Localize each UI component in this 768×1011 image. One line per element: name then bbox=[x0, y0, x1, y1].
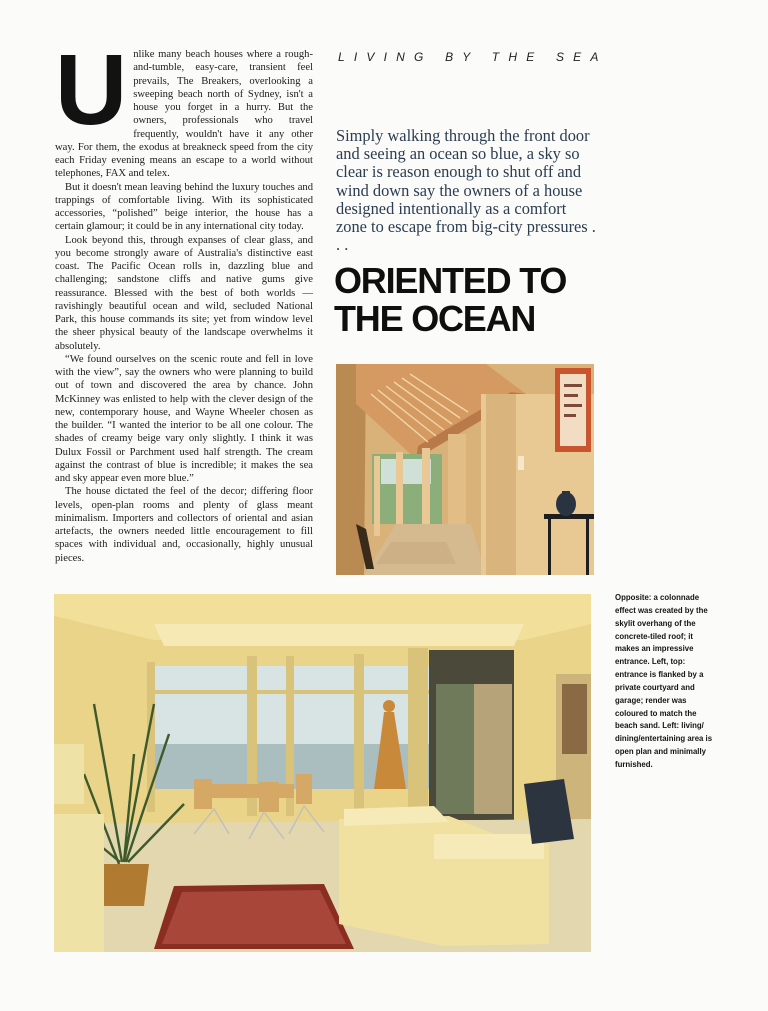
headline bbox=[334, 262, 614, 338]
section-kicker: LIVING BY THE SEA bbox=[338, 50, 608, 64]
entrance-photo bbox=[336, 364, 594, 575]
photo-caption: Opposite: a colonnade effect was created by the skylit overhang of the concrete-tiled roof; it makes an impressive entrance. Left, top: entrance is flanked by a private courtyard and garage; render was coloured to match the beach sand. Left: living/ dining/entertaining area is open plan and minimally furnished. bbox=[615, 593, 713, 769]
standfirst: Simply walking through the front door and seeing an ocean so blue, a sky so clear is reason enough to shut off and wind down say the owners of a house designed intentionally as a comfort zone to escape from big-city pressures . . . bbox=[336, 126, 596, 255]
drop-cap: U bbox=[55, 34, 128, 146]
living-room-photo bbox=[54, 594, 591, 952]
headline-line: ORIENTED TO bbox=[334, 260, 567, 301]
paragraph: nlike many beach houses where a rough-and-tumble, easy-care, transient feel prevails, The Breakers, overlooking a sweeping beach north of Sydney, isn't a house you forget in a hurry. But the owners, professionals who travel frequently, wouldn't have it any other way. For them, the exodus at breakneck speed from the city each Friday evening means an escape to a world without telephones, FAX and telex. bbox=[55, 49, 313, 180]
paragraph: But it doesn't mean leaving behind the luxury touches and trappings of comfortable living. With its sophisticated accessories, “polished” beige interior, the house has a certain glamour; it could be in any international city today. bbox=[55, 181, 313, 233]
paragraph: Look beyond this, through expanses of clear glass, and you become strongly aware of Australia's distinctive east coast. The Pacific Ocean rolls in, dazzling blue and challenging; sandstone cliffs and native gums give reassurance. Blessed with the best of both worlds — ravishingly beautiful ocean and wild, secluded National Park, this house commands its site; yet from window level the sheer physical beauty of the landscape overwhelms it absolutely. bbox=[55, 234, 313, 352]
body-copy bbox=[55, 34, 313, 565]
headline-line: THE OCEAN bbox=[334, 298, 536, 339]
paragraph: The house dictated the feel of the decor; differing floor levels, open-plan rooms and plenty of glass meant minimalism. Importers and collectors of oriental and asian artefacts, the owners needed little encouragement to fill spaces with individual and, occasionally, highly unusual pieces. bbox=[55, 486, 313, 564]
paragraph: “We found ourselves on the scenic route and fell in love with the view”, say the owners who were planning to build out of town and discovered the area by chance. John McKinney was enlisted to help with the clever design of the new, contemporary house, and Wayne Wheeler chosen as the builder. “I wanted the interior to be all one colour. The shades of creamy beige vary only slightly. I think it was Dulux Fossil or Parchment used half strength. The cream against the contrast of blue is incredible; it makes the sea and sky appear even more blue.” bbox=[55, 353, 313, 484]
